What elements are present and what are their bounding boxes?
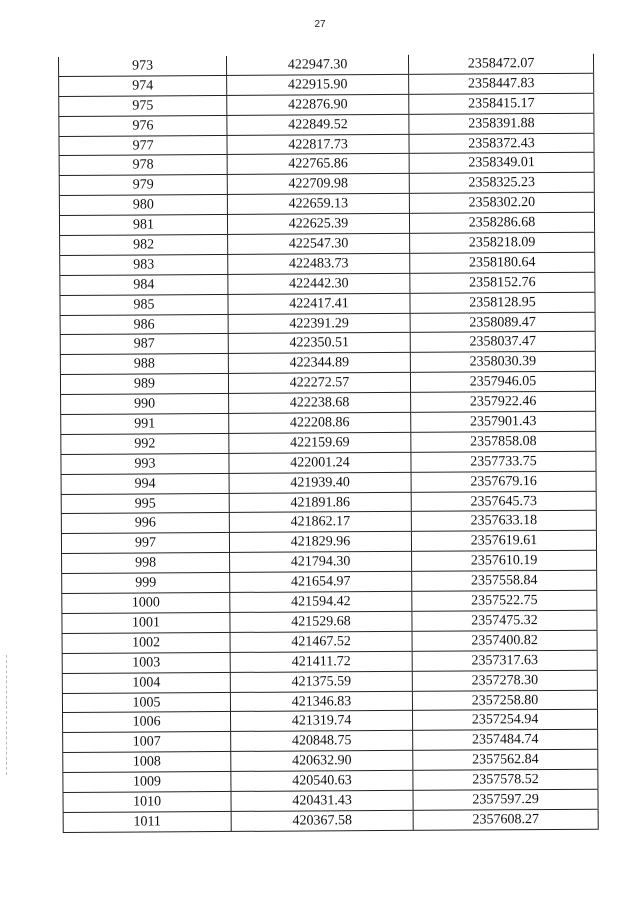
- x-coordinate-cell: 422947.30: [226, 55, 408, 75]
- point-number-cell: 985: [59, 295, 227, 315]
- y-coordinate-cell: 2357901.43: [410, 412, 596, 432]
- y-coordinate-cell: 2358218.09: [409, 233, 595, 253]
- x-coordinate-cell: 421529.68: [229, 612, 411, 632]
- y-coordinate-cell: 2357922.46: [410, 392, 596, 412]
- x-coordinate-cell: 422765.86: [227, 154, 409, 174]
- point-number-cell: 1010: [62, 792, 230, 812]
- x-coordinate-cell: 422625.39: [227, 214, 409, 234]
- y-coordinate-cell: 2358128.95: [409, 292, 595, 312]
- x-coordinate-cell: 422391.29: [228, 313, 410, 333]
- x-coordinate-cell: 422849.52: [226, 115, 408, 135]
- point-number-cell: 976: [58, 116, 226, 136]
- point-number-cell: 1005: [62, 692, 230, 712]
- x-coordinate-cell: 420367.58: [231, 811, 413, 831]
- x-coordinate-cell: 422159.69: [228, 433, 410, 453]
- scan-edge-mark: [6, 655, 8, 775]
- y-coordinate-cell: 2357645.73: [411, 491, 597, 511]
- y-coordinate-cell: 2357597.29: [412, 790, 598, 810]
- point-number-cell: 979: [59, 175, 227, 195]
- x-coordinate-cell: 422483.73: [227, 254, 409, 274]
- y-coordinate-cell: 2358030.39: [410, 352, 596, 372]
- point-number-cell: 997: [61, 533, 229, 553]
- point-number-cell: 1003: [62, 653, 230, 673]
- x-coordinate-cell: 421829.96: [229, 532, 411, 552]
- x-coordinate-cell: 422272.57: [228, 373, 410, 393]
- x-coordinate-cell: 422817.73: [226, 134, 408, 154]
- x-coordinate-cell: 422417.41: [227, 294, 409, 314]
- x-coordinate-cell: 421939.40: [229, 473, 411, 493]
- x-coordinate-cell: 421891.86: [229, 492, 411, 512]
- x-coordinate-cell: 421654.97: [229, 572, 411, 592]
- point-number-cell: 983: [59, 255, 227, 275]
- point-number-cell: 993: [60, 454, 228, 474]
- point-number-cell: 980: [59, 195, 227, 215]
- point-number-cell: 1000: [61, 593, 229, 613]
- point-number-cell: 975: [58, 96, 226, 116]
- y-coordinate-cell: 2357254.94: [412, 710, 598, 730]
- table-row: [63, 810, 599, 833]
- point-number-cell: 984: [59, 275, 227, 295]
- y-coordinate-cell: 2358302.20: [409, 193, 595, 213]
- x-coordinate-cell: 422659.13: [227, 194, 409, 214]
- y-coordinate-cell: 2357946.05: [410, 372, 596, 392]
- y-coordinate-cell: 2358286.68: [409, 213, 595, 233]
- x-coordinate-cell: 420632.90: [230, 751, 412, 771]
- y-coordinate-cell: 2358180.64: [409, 253, 595, 273]
- x-coordinate-cell: 422547.30: [227, 234, 409, 254]
- point-number-cell: 991: [60, 414, 228, 434]
- y-coordinate-cell: 2358349.01: [409, 153, 595, 173]
- y-coordinate-cell: 2357317.63: [412, 650, 598, 670]
- point-number-cell: 987: [60, 334, 228, 354]
- y-coordinate-cell: 2358472.07: [408, 54, 594, 74]
- point-number-cell: 995: [61, 494, 229, 514]
- y-coordinate-cell: 2357608.27: [413, 810, 599, 830]
- y-coordinate-cell: 2358152.76: [409, 273, 595, 293]
- y-coordinate-cell: 2357558.84: [411, 571, 597, 591]
- point-number-cell: 1008: [62, 752, 230, 772]
- y-coordinate-cell: 2358325.23: [409, 173, 595, 193]
- x-coordinate-cell: 422208.86: [228, 413, 410, 433]
- y-coordinate-cell: 2358089.47: [410, 312, 596, 332]
- x-coordinate-cell: 422709.98: [227, 174, 409, 194]
- y-coordinate-cell: 2357858.08: [410, 432, 596, 452]
- point-number-cell: 998: [61, 553, 229, 573]
- x-coordinate-cell: 420431.43: [230, 791, 412, 811]
- x-coordinate-cell: 421794.30: [229, 552, 411, 572]
- point-number-cell: 1002: [62, 633, 230, 653]
- x-coordinate-cell: 422344.89: [228, 353, 410, 373]
- point-number-cell: 982: [59, 235, 227, 255]
- x-coordinate-cell: 420848.75: [230, 731, 412, 751]
- y-coordinate-cell: 2357475.32: [411, 611, 597, 631]
- y-coordinate-cell: 2357522.75: [411, 591, 597, 611]
- y-coordinate-cell: 2357484.74: [412, 730, 598, 750]
- point-number-cell: 990: [60, 394, 228, 414]
- point-number-cell: 973: [58, 56, 226, 76]
- point-number-cell: 978: [59, 155, 227, 175]
- x-coordinate-cell: 421467.52: [230, 632, 412, 652]
- x-coordinate-cell: 421375.59: [230, 671, 412, 691]
- y-coordinate-cell: 2357278.30: [412, 670, 598, 690]
- x-coordinate-cell: 421862.17: [229, 512, 411, 532]
- point-number-cell: 999: [61, 573, 229, 593]
- y-coordinate-cell: 2357258.80: [412, 690, 598, 710]
- x-coordinate-cell: 422915.90: [226, 75, 408, 95]
- x-coordinate-cell: 422350.51: [228, 333, 410, 353]
- x-coordinate-cell: 420540.63: [230, 771, 412, 791]
- x-coordinate-cell: 422876.90: [226, 95, 408, 115]
- y-coordinate-cell: 2357619.61: [411, 531, 597, 551]
- page-number: 27: [314, 19, 326, 30]
- x-coordinate-cell: 421346.83: [230, 691, 412, 711]
- y-coordinate-cell: 2358447.83: [408, 74, 594, 94]
- point-number-cell: 1004: [62, 673, 230, 693]
- point-number-cell: 1011: [63, 812, 231, 832]
- y-coordinate-cell: 2357610.19: [411, 551, 597, 571]
- point-number-cell: 989: [60, 374, 228, 394]
- point-number-cell: 981: [59, 215, 227, 235]
- y-coordinate-cell: 2357733.75: [410, 452, 596, 472]
- point-number-cell: 1001: [61, 613, 229, 633]
- point-number-cell: 974: [58, 76, 226, 96]
- point-number-cell: 1007: [62, 732, 230, 752]
- point-number-cell: 1006: [62, 712, 230, 732]
- y-coordinate-cell: 2358391.88: [408, 113, 594, 133]
- y-coordinate-cell: 2358037.47: [410, 332, 596, 352]
- x-coordinate-cell: 421319.74: [230, 711, 412, 731]
- y-coordinate-cell: 2357578.52: [412, 770, 598, 790]
- y-coordinate-cell: 2357400.82: [412, 631, 598, 651]
- point-number-cell: 994: [61, 474, 229, 494]
- y-coordinate-cell: 2358415.17: [408, 94, 594, 114]
- x-coordinate-cell: 422001.24: [228, 453, 410, 473]
- x-coordinate-cell: 422442.30: [227, 274, 409, 294]
- y-coordinate-cell: 2357679.16: [411, 471, 597, 491]
- y-coordinate-cell: 2358372.43: [408, 133, 594, 153]
- point-number-cell: 1009: [62, 772, 230, 792]
- y-coordinate-cell: 2357633.18: [411, 511, 597, 531]
- point-number-cell: 977: [58, 136, 226, 156]
- y-coordinate-cell: 2357562.84: [412, 750, 598, 770]
- x-coordinate-cell: 421594.42: [229, 592, 411, 612]
- point-number-cell: 988: [60, 354, 228, 374]
- coordinates-table: [58, 54, 599, 837]
- x-coordinate-cell: 422238.68: [228, 393, 410, 413]
- point-number-cell: 992: [60, 434, 228, 454]
- point-number-cell: 996: [61, 513, 229, 533]
- point-number-cell: 986: [60, 315, 228, 335]
- x-coordinate-cell: 421411.72: [230, 652, 412, 672]
